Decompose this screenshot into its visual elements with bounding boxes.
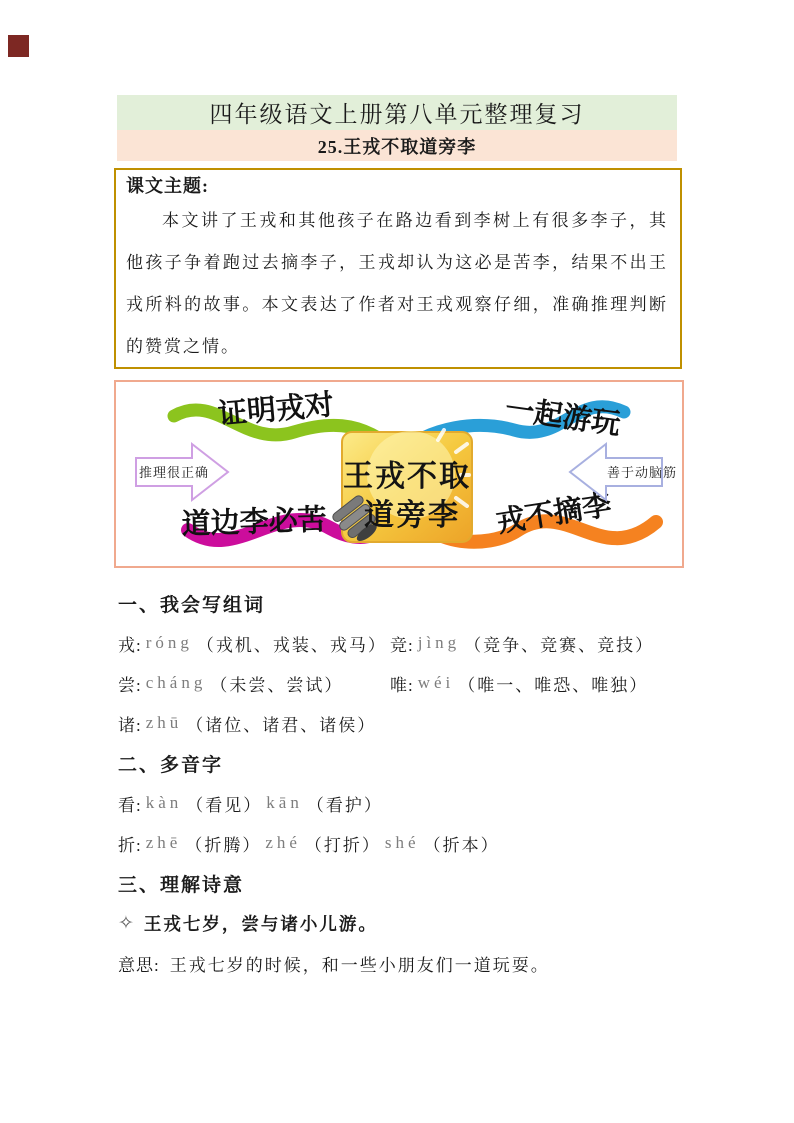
branch-label-bottom-right: 戎不摘李 <box>494 489 614 539</box>
word-examples: （折本） <box>423 835 500 855</box>
lesson-title-banner <box>117 130 677 161</box>
word-char: 唯: <box>390 675 414 695</box>
word-pinyin: zhū <box>145 713 183 732</box>
word-pinyin: jìng <box>417 633 461 652</box>
center-title-line1: 王戎不取 <box>343 460 471 493</box>
theme-label: 课文主题: <box>126 176 209 196</box>
meaning-line <box>118 943 678 983</box>
word-entry-wei <box>390 671 648 696</box>
word-entry-jing <box>390 631 654 656</box>
branch-label-top-right: 一起游玩 <box>503 393 623 442</box>
word-char: 尝: <box>118 675 142 695</box>
left-arrow-callout <box>136 444 228 500</box>
polyphone-line-kan <box>118 783 678 823</box>
word-char: 诸: <box>118 715 142 735</box>
meaning-label: 意思: <box>118 955 160 975</box>
mindmap-canvas <box>116 382 682 566</box>
right-arrow-callout <box>570 444 677 500</box>
word-examples: （折腾） <box>185 835 262 855</box>
red-square-mark <box>8 35 29 57</box>
poem-sentence: 王戎七岁，尝与诸小儿游。 <box>143 913 378 934</box>
mindmap-figure <box>114 380 684 568</box>
branch-label-bottom-left: 道边李必苦 <box>181 503 328 541</box>
word-examples: （打折） <box>304 835 381 855</box>
section1-heading: 一、我会写组词 <box>118 594 266 616</box>
word-examples: （未尝、尝试） <box>210 675 344 695</box>
diamond-bullet-icon: ✧ <box>118 912 135 934</box>
theme-paragraph: 本文讲了王戎和其他孩子在路边看到李树上有很多李子，其他孩子争着跑过去摘李子，王戎却认为这必是苦李，结果不出王戎所料的故事。本文表达了作者对王戎观察仔细，准确推理判断的赞赏之情。 <box>126 211 668 356</box>
branch-label-top-left: 证明戎对 <box>216 388 336 431</box>
content-sections <box>118 583 678 983</box>
left-arrow-label: 推理很正确 <box>139 465 210 480</box>
poem-sentence-line <box>118 903 678 943</box>
unit-title: 四年级语文上册第八单元整理复习 <box>209 102 585 127</box>
word-group-row-1 <box>118 623 678 663</box>
section3-heading: 三、理解诗意 <box>118 874 245 896</box>
word-pinyin: wéi <box>417 673 455 692</box>
word-pinyin: róng <box>145 633 193 652</box>
word-examples: （竞争、竞赛、竞技） <box>464 635 655 655</box>
lesson-title: 25.王戎不取道旁李 <box>317 136 477 157</box>
section2-heading: 二、多音字 <box>118 754 224 776</box>
word-examples: （看护） <box>306 795 383 815</box>
word-examples: （诸位、诸君、诸侯） <box>186 715 377 735</box>
theme-box <box>114 168 682 369</box>
word-entry-rong <box>118 631 390 656</box>
word-pinyin: cháng <box>145 673 207 692</box>
right-arrow-label: 善于动脑筋 <box>607 465 678 480</box>
word-char: 竞: <box>390 635 414 655</box>
word-entry-chang <box>118 671 390 696</box>
word-char: 看: <box>118 795 142 815</box>
unit-title-banner <box>117 95 677 130</box>
word-examples: （唯一、唯恐、唯独） <box>458 675 649 695</box>
word-examples: （看见） <box>186 795 263 815</box>
word-char: 戎: <box>118 635 142 655</box>
center-node <box>331 430 472 548</box>
word-pinyin: zhé <box>265 833 301 852</box>
word-pinyin: shé <box>384 833 420 852</box>
meaning-text: 王戎七岁的时候，和一些小朋友们一道玩耍。 <box>169 955 550 975</box>
word-pinyin: kàn <box>145 793 183 812</box>
word-examples: （戎机、戎装、戎马） <box>196 635 387 655</box>
word-char: 折: <box>118 835 142 855</box>
polyphone-line-zhe <box>118 823 678 863</box>
word-group-row-2 <box>118 663 678 703</box>
word-group-row-3 <box>118 703 678 743</box>
center-title-line2: 道旁李 <box>364 499 460 532</box>
word-pinyin: kān <box>266 793 303 812</box>
word-pinyin: zhē <box>145 833 182 852</box>
